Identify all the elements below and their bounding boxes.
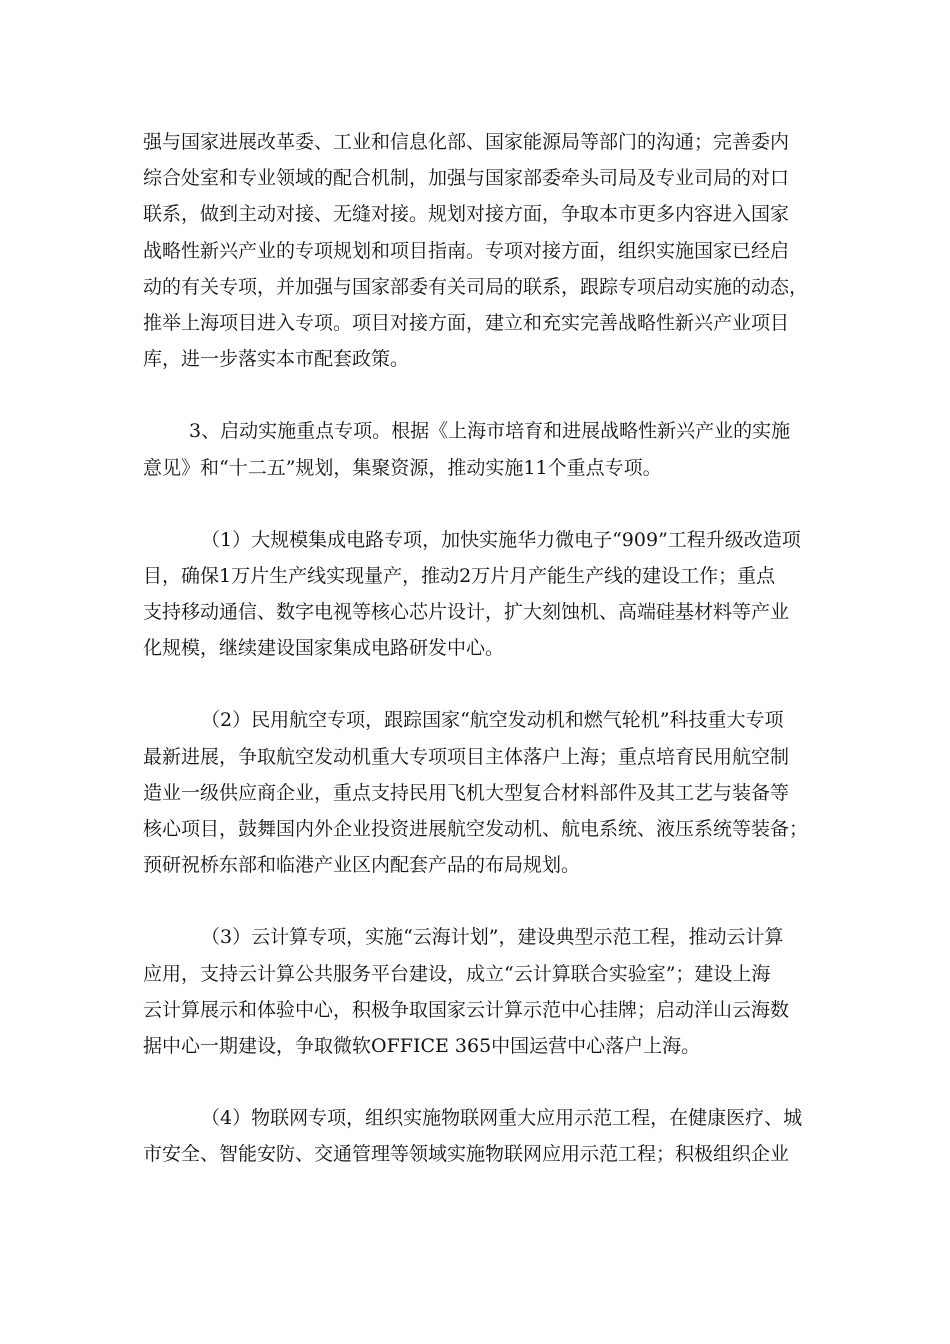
text-line: 强与国家进展改革委、工业和信息化部、国家能源局等部门的沟通；完善委内 [143, 131, 790, 153]
text-line: （4）物联网专项，组织实施物联网重大应用示范工程，在健康医疗、城 [201, 1107, 803, 1130]
paragraph-civil-aviation [143, 702, 807, 883]
text-line: 云计算展示和体验中心，积极争取国家云计算示范中心挂牌；启动洋山云海数 [143, 998, 790, 1021]
text-line: 市安全、智能安防、交通管理等领域实施物联网应用示范工程；积极组织企业 [143, 1143, 790, 1166]
paragraph-iot [143, 1100, 807, 1172]
text-line: 据中心一期建设，争取微软OFFICE 365中国运营中心落户上海。 [143, 1034, 701, 1057]
paragraph-coordination [143, 124, 807, 377]
text-line: 战略性新兴产业的专项规划和项目指南。专项对接方面，组织实施国家已经启 [143, 239, 790, 262]
text-line: （2）民用航空专项，跟踪国家“航空发动机和燃气轮机”科技重大专项 [201, 709, 784, 732]
text-line: 最新进展，争取航空发动机重大专项项目主体落户上海；重点培育民用航空制 [143, 745, 790, 768]
text-line: 推举上海项目进入专项。项目对接方面，建立和充实完善战略性新兴产业项目 [143, 311, 790, 334]
document-body [143, 124, 807, 1209]
text-line: 库，进一步落实本市配套政策。 [143, 348, 410, 371]
text-line: 核心项目，鼓舞国内外企业投资进展航空发动机、航电系统、液压系统等装备； [143, 818, 809, 840]
text-line: 化规模，继续建设国家集成电路研发中心。 [143, 637, 505, 660]
text-line: 支持移动通信、数字电视等核心芯片设计，扩大刻蚀机、高端硅基材料等产业 [143, 601, 790, 624]
text-line: 意见》和“十二五”规划，集聚资源，推动实施11个重点专项。 [143, 456, 662, 479]
text-line: 应用，支持云计算公共服务平台建设，成立“云计算联合实验室”；建设上海 [143, 962, 771, 985]
text-line: （3）云计算专项，实施“云海计划”，建设典型示范工程，推动云计算 [201, 926, 784, 949]
paragraph-key-projects [143, 413, 807, 485]
text-line: 预研祝桥东部和临港产业区内配套产品的布局规划。 [143, 854, 581, 877]
text-line: 动的有关专项，并加强与国家部委有关司局的联系，跟踪专项启动实施的动态， [143, 275, 809, 298]
text-line: 造业一级供应商企业，重点支持民用飞机大型复合材料部件及其工艺与装备等 [143, 781, 790, 804]
text-line: 3、启动实施重点专项。根据《上海市培育和进展战略性新兴产业的实施 [189, 420, 791, 443]
text-line: 目，确保1万片生产线实现量产，推动2万片月产能生产线的建设工作；重点 [143, 564, 776, 587]
paragraph-cloud-computing [143, 919, 807, 1064]
text-line: 联系，做到主动对接、无缝对接。规划对接方面，争取本市更多内容进入国家 [143, 203, 790, 226]
text-line: 综合处室和专业领域的配合机制，加强与国家部委牵头司局及专业司局的对口 [143, 167, 790, 190]
text-line: （1）大规模集成电路专项，加快实施华力微电子“909”工程升级改造项 [201, 528, 801, 551]
paragraph-integrated-circuit [143, 522, 807, 667]
